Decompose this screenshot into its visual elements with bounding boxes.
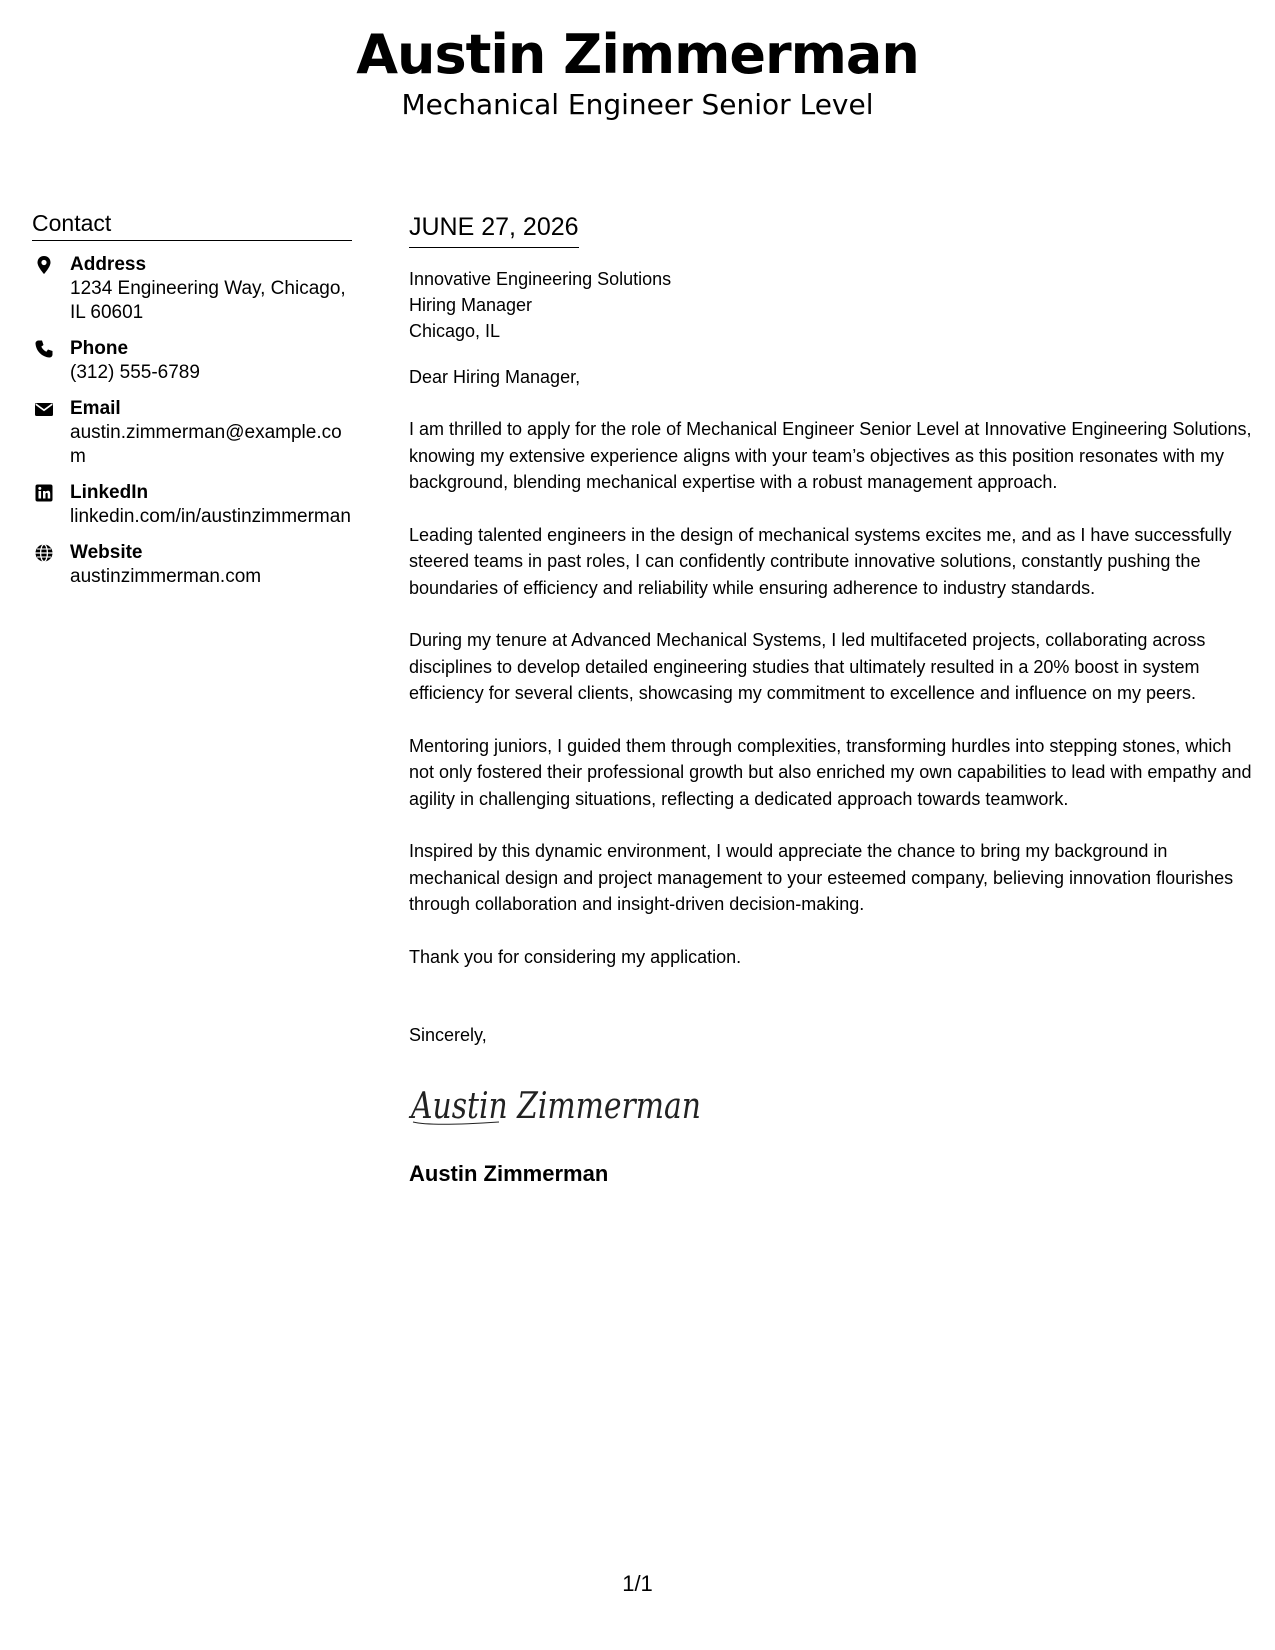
letter-date: JUNE 27, 2026: [409, 210, 579, 248]
linkedin-value: linkedin.com/in/austinzimmerman: [70, 506, 351, 527]
contact-item-email: [32, 397, 352, 469]
letter-header: [0, 22, 1275, 122]
website-value: austinzimmerman.com: [70, 566, 262, 587]
contact-label: Phone: [70, 338, 129, 359]
letter-body: [409, 210, 1254, 1188]
handwritten-signature: [408, 1082, 701, 1130]
letter-paragraph: Mentoring juniors, I guided them through complexities, transforming hurdles into stepping stones, which not only fostered their professional growth but also enriched my own capabilities to lead with empathy and agility in challenging situations, reflecting a dedicated approach towards teamwork.: [409, 735, 1252, 809]
closing: Sincerely,: [409, 1025, 487, 1045]
phone-value: (312) 555-6789: [70, 362, 200, 383]
recipient-block: [409, 266, 1254, 344]
letter-paragraph: During my tenure at Advanced Mechanical Systems, I led multifaceted projects, collaborating across disciplines to develop detailed engineering studies that ultimately resulted in a 20% boost in system efficiency for several clients, showcasing my commitment to excellence and influence on my peers.: [409, 630, 1206, 703]
letter-paragraph: Inspired by this dynamic environment, I would appreciate the chance to bring my background in mechanical design and project management to your esteemed company, believing innovation flourishes through collaboration and insight-driven decision-making.: [409, 841, 1234, 914]
recipient-location: Chicago, IL: [409, 321, 501, 341]
globe-icon: [34, 543, 54, 563]
email-value: austin.zimmerman@example.com: [70, 422, 342, 467]
letter-paragraph: I am thrilled to apply for the role of Mechanical Engineer Senior Level at Innovative Engineering Solutions, knowing my extensive experience aligns with your team’s objectives as this position resonates with my background, blending mechanical expertise with a robust management approach.: [409, 419, 1252, 492]
recipient-role: Hiring Manager: [409, 295, 533, 315]
contact-label: Website: [70, 542, 143, 563]
recipient-company: Innovative Engineering Solutions: [409, 269, 672, 289]
job-title: Mechanical Engineer Senior Level: [401, 88, 874, 121]
svg-text:Austin Zimmerman: Austin Zimmerman: [408, 1086, 701, 1127]
envelope-icon: [34, 399, 54, 419]
address-value: 1234 Engineering Way, Chicago, IL 60601: [70, 278, 346, 323]
linkedin-icon: [34, 483, 54, 503]
applicant-name: Austin Zimmerman: [356, 23, 919, 86]
page-number: 1/1: [622, 1571, 653, 1596]
phone-icon: [34, 339, 54, 359]
contact-item-linkedin: [32, 481, 352, 529]
contact-label: Address: [70, 254, 147, 275]
signature-graphic: [409, 1082, 709, 1130]
letter-paragraph: Thank you for considering my application.: [409, 946, 742, 967]
signed-name: Austin Zimmerman: [409, 1161, 609, 1186]
contact-item-address: [32, 253, 352, 325]
letter-paragraph: Leading talented engineers in the design of mechanical systems excites me, and as I have successfully steered teams in past roles, I can confidently contribute innovative solutions, constantly pushing the boundaries of efficiency and reliability while ensuring adherence to industry standards.: [409, 524, 1232, 598]
contact-sidebar: [32, 208, 352, 601]
contact-item-website: [32, 541, 352, 589]
contact-label: Email: [70, 398, 121, 419]
salutation: Dear Hiring Manager,: [409, 367, 581, 387]
contact-label: LinkedIn: [70, 482, 149, 503]
map-pin-icon: [34, 255, 54, 275]
contact-item-phone: [32, 337, 352, 385]
contact-heading: Contact: [32, 208, 352, 241]
